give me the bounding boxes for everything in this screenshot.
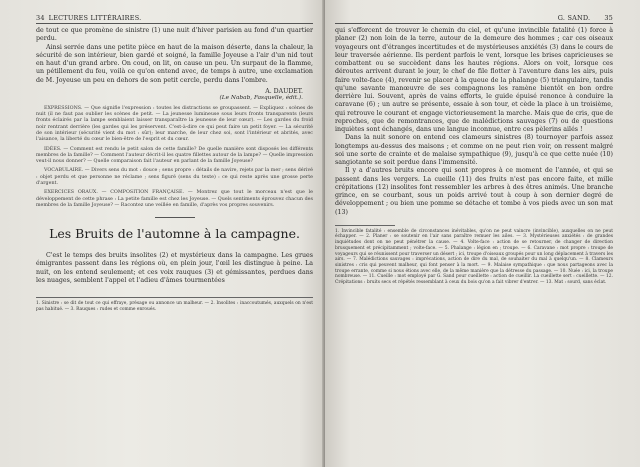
section-divider: [155, 217, 195, 218]
footnotes-left: [36, 297, 313, 312]
paragraph: de tout ce que promène de sinistre (1) une nuit d'hiver parisien au fond d'un quartier perdu.: [36, 27, 313, 43]
source-citation: (Le Nabab, Fasquelle, édit.).: [219, 95, 303, 102]
page-number-right: 35: [604, 14, 613, 22]
running-head-title: LECTURES LITTÉRAIRES.: [48, 14, 142, 22]
paragraph: Il y a d'autres bruits encore qui sont propres à ce moment de l'année, et qui se passent dans les vergers. La cueille (11) des fruits n'est pas encore faite, et mille crépitations (12) insolites font ressembler les arbres à des êtres animés. Une branche grince, en se courbant, sous un poids arrivé tout à coup à son dernier degré de développement ; ou bien une pomme se détache et tombe à vos pieds avec un son mat (13): [335, 167, 613, 216]
footnote-text: 1. Sinistre : se dit de tout ce qui effraye, présage ou annonce un malheur. — 2. Insolites : inaccoutumés, auxquels on n'est pas habitué. — 3. Rauques : rudes et comme enroués.: [36, 301, 313, 312]
paragraph: qui s'efforcent de trouver le chemin du ciel, et qu'une invincible fatalité (1) force à planer (2) non loin de la terre, autour de la demeure des hommes ; car ces oiseaux voyageurs ont d'étranges incertitudes et de mystérieuses anxiétés (3) dans le cours de leur traversée aérienne. Ils perdent parfois le vent, lorsque les brises capricieuses se combattent ou se succèdent dans les hautes régions. Alors on voit, lorsque ces déroutes arrivent durant le jour, le chef de file flotter à l'aventure dans les airs, puis faire volte-face (4), revenir se placer à la queue de la phalange (5) triangulaire, tandis qu'une savante manœuvre de ses compagnons les ramène bientôt en bon ordre derrière lui. Souvent, après de vains efforts, le guide épuisé renonce à conduire la caravane (6) ; un autre se présente, essaie à son tour, et cède la place à un troisième, qui retrouve le courant et engage victorieusement la marche. Mais que de cris, que de reproches, que de remontrances, que de malédictions sauvages (7) ou de questions inquiètes sont échangés, dans une langue inconnue, entre ces pèlerins ailés !: [335, 27, 613, 133]
right-page-content: [335, 14, 613, 286]
exercise-vocabulaire: VOCABULAIRE. — Divers sens du mot : douce ; sens propre : détails de navire, rejets par la mer ; sens dérivé : objet perdu et que personne ne réclame ; sens figuré (sens du texte) : ce qui reste après une grosse perte d'argent.: [36, 168, 313, 187]
running-head-author: G. SAND.: [557, 14, 591, 22]
paragraph: Ainsi serrée dans une petite pièce en haut de la maison déserte, dans la chaleur, la sécurité de son intérieur, bien gardé et soigné, la famille Joyeuse a l'air d'un nid tout en haut d'un grand arbre. On coud, on lit, on cause un peu. Un surpaut de la flamme, un pétillement du feu, voilà ce qu'on entend avec, de temps à autre, une exclamation de M. Joyeuse un peu en dehors de son petit cercle, perdu dans l'ombre.: [36, 43, 313, 84]
exercise-expressions: EXPRESSIONS. — Que signifie l'expression : toutes les distractions se groupassent. — Expliquez : scènes de nuit (il ne faut pas oublier les scènes de petit. — La jeunesse lumineuse sous leurs fronts transparents (leurs fronts éclairés par la lampe semblaient laisser transparaître la jeunesse de leur cœur). — Les gardes du froid noir rentrant derrière (les gardes qui les préservent. C'est-à-dire ce qui peut faire un petit foyer. — La sécurité de son intérieur (sécurité vient du mot : sûr); leur marche, de leur chez soi, sont l'intérieur et abrités, avec l'aisance, la liberté du cœur le bien-être de l'esprit et du cœur.: [36, 105, 313, 143]
running-head-right: [335, 14, 613, 24]
chapter-title: Les Bruits de l'automne à la campagne.: [49, 226, 300, 242]
paragraph: Dans la nuit sonore on entend ces clameurs sinistres (8) tournoyer parfois assez longtemps au-dessus des maisons ; et comme on ne peut rien voir, on ressent malgré soi une sorte de crainte et de malaise sympathique (9), jusqu'à ce que cette nuée (10) sangiotante se soit perdue dans l'immensité.: [335, 134, 613, 166]
page-number-left: 34: [36, 14, 45, 22]
footnote-divider: [335, 225, 395, 226]
exercise-idees: IDÉES. — Comment est rendu le petit salon de cette famille? De quelle manière sont disposés les différents membres de la famille? — Comment l'auteur décrit-il les quatre fillettes autour de la lampe? — Quelle impression veut-il nous donner? — Quelle comparaison fait l'auteur en parlant de la famille Joyeuse?: [36, 146, 313, 165]
author-signature: A. DAUDET.: [265, 87, 303, 95]
right-page: [325, 0, 640, 467]
left-page-content: [36, 14, 313, 313]
footnotes-right: 1. Invincible fatalité : ensemble de circonstances inévitables, qu'on ne peut vaincre (invincible), auxquelles on ne peut échapper. — 2. Planer : se soutenir en l'air sans paraître remuer les ailes. — 3. Mystérieuses anxiétés : de grandes inquiétudes dont on ne peut pénétrer la cause. — 4. Volte-face : action de se retourner, de changer de direction brusquement et précipitamment ; volte-face. — 5. Phalange : légion en ; troupe. — 6. Caravane : mot propre : troupe de voyageurs qui se réunissent pour traverser un désert ; ici, troupe d'oiseaux groupés pour un long déplacement à travers les airs. — 7. Malédictions sauvages : imprécations, action de dire du mal, de souhaiter du mal à quelqu'un. — 8. Clameurs sinistres : cris qui peuvent malheur, qui font penser à la mort. — 9. Malaise sympathique : que nous partageons avec la troupe errante, comme si nous étions avec elle, de la même manière que la détresse du passage. — 10. Nuée : ici, la troupe nombreuse. — 11. Cueille : mot employé par G. Sand pour cueillette : action de cueillir. La cueillette sert : cueillette. — 12. Crépitations : bruits secs et répétés ressemblant à ceux du bois qu'on a fait vibrer d'entrer. — 13. Mat : sourd, sans éclat.: [335, 228, 613, 286]
running-head-left: [36, 14, 313, 24]
exercise-oraux: EXERCICES ORAUX. — COMPOSITION FRANÇAISE. — Montrez que tout le morceau n'est que le développement de cette phrase : La petite famille est chez les Joyeuse. — Quels sentiments éprouvez chacun des membres de la famille Joyeuse? — Racontez une veillée en famille, d'après vos propres souvenirs.: [36, 190, 313, 208]
chapter-text: C'est le temps des bruits insolites (2) et mystérieux dans la campagne. Les grues émigrantes passent dans les régions où, en plein jour, l'œil les distingue à peine. La nuit, on les entend seulement; et ces voix rauques (3) et gémissantes, perdues dans les nuages, semblent l'appel et l'adieu d'âmes tourmentées: [36, 252, 313, 284]
